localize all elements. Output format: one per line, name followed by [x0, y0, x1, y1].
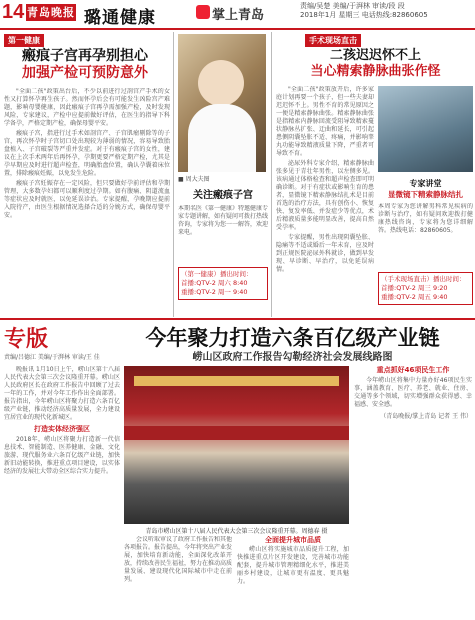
banner-shape [134, 376, 339, 386]
headline-line-1: 瘢痕子宫再孕别担心 [22, 48, 148, 64]
broadcast-label: （手术现场直击）播出时间： [381, 275, 466, 283]
paragraph: "全面二孩"政策出台后，不少以前进行过剖宫产手术的女性又打算怀孕再生孩子。然而怀孕后会有可能发生凶险宫产难题，影响母婴健康，因此瘢痕子宫再孕需加强产检，及时发现风险，专家建议，产检中应提前做好评估，在医生的指导下科学备孕，严格定期产检，确保母婴平安。 [4, 88, 170, 127]
subheading: 打造实体经济强区 [34, 425, 90, 433]
paragraph: 瘢痕子宫，指进行过手术如剖宫产、子宫肌瘤剔除等的子宫，再次怀孕时子宫切口处出现较为薄弱的情况，容易导致胎盘植入、子宫破裂等严重并发症。对于有瘢痕子宫的女性，建议在上次手术两年后再怀孕，孕期更要严格定期产检，尤其是孕早期应及时进行超声检查，明确胎盘位置，确认孕囊着床位置，排除瘢痕妊娠，以免发生危险。 [4, 130, 170, 177]
paragraph: 晚报讯 1月10日上午，崂山区第十八届人民代表大会第三次会议隆重开幕。崂山区人民政府区长在政府工作报告中回顾了过去一年的工作，并对今年工作作出全面部署。报告指出，今年崂山区将聚力打造六条百亿级产业链，推动经济高质量发展，全力建设宜居宜业的现代化新城区。 [4, 366, 120, 421]
face-shape [198, 60, 244, 106]
paragraph: 会议听取审议了政府工作报告和其他各项报告。报告提出，今年将突出产业发展，加快培育新动能，全面深化改革开放，持续改善民生福祉，努力在推动高质量发展、建设现代化国际城市中走在前列。 [124, 536, 232, 583]
article-body [276, 86, 374, 316]
paragraph: "全面二孩"政策放开后，许多家庭计划再要一个孩子，但一些夫妻却迟迟怀不上。男性不育的常见原因之一便是精索静脉曲张。精索静脉曲张是指精索内静脉回流受阻导致精索蔓状静脉丛扩张、迂曲和延长，可引起患侧阴囊坠胀不适、疼痛，并影响睾丸功能导致精液质量下降，严重者可导致不育。 [276, 86, 374, 157]
paragraph: 瘢痕子宫妊娠存在一定风险，但只要做好孕前评估和孕期管理，大多数孕妇都可以顺利度过孕期。如有腹痛、阴道流血等症状应及时就医，以免延误诊治。专家提醒，孕晚期应提前入院待产，由医生根据情况选择合适的分娩方式，确保母婴平安。 [4, 180, 170, 219]
premiere-time: 首播:QTV-2 周六 8:40 [181, 279, 248, 287]
article-body [354, 366, 472, 616]
broadcast-box [178, 267, 268, 300]
special-tag: 专版 [4, 327, 49, 352]
newspaper-logo: 青岛晚报 [27, 6, 75, 19]
meeting-photo [124, 366, 349, 524]
white-coat-shape [188, 104, 256, 172]
qa-box [178, 186, 268, 316]
paragraph: 专家提醒，男性出现阴囊坠胀、隐痛等不适或婚后一年未育，应及时到正规医院泌尿外科就诊，做到早发现、早诊断、早治疗，以免延误病情。 [276, 234, 374, 273]
broadcast-label: （第一健康）播出时间： [181, 270, 253, 278]
editors-line: 责编/吴楚 美编/于湃林 审读/段 段 [300, 2, 405, 10]
page-number: 14 [2, 1, 25, 23]
side-box [378, 178, 473, 305]
article-tag: 第一健康 [4, 34, 44, 47]
article-body [4, 366, 120, 616]
paragraph: 泌尿外科专家介绍，精索静脉曲张多见于青壮年男性，以左侧多见。该病通过体格检查和超声检查即可明确诊断。对于有症状或影响生育的患者，显微镜下精索静脉结扎术是目前首选的治疗方法，具有创伤小、恢复快、复发率低、并发症少等优点，术后精液质量多能明显改善，提高自然受孕率。 [276, 160, 374, 231]
headline-line-1: 二孩迟迟怀不上 [329, 48, 421, 63]
article-headline [0, 48, 170, 82]
surgery-photo [378, 86, 473, 172]
article-headline [276, 48, 475, 80]
doctor-photo [178, 34, 266, 172]
subheading: 重点抓好46项民生工作 [376, 366, 450, 374]
column-rule [173, 32, 174, 317]
rerun-time: 重播:QTV-2 周一 9:40 [181, 288, 248, 296]
paragraph: 今年崂山区将集中力量办好46项民生实事，涵盖教育、医疗、养老、就业、住房、交通等多个领域，切实增强群众获得感、幸福感、安全感。 [354, 377, 472, 408]
article-tag: 手术现场直击 [305, 34, 361, 47]
subheading: 全面提升城市品质 [265, 536, 321, 544]
app-logo-icon [196, 5, 210, 19]
column-rule [271, 32, 272, 317]
premiere-time: 首播:QTV-2 周三 9:20 [381, 284, 448, 292]
article-body [124, 536, 232, 618]
broadcast-box [378, 272, 473, 305]
byline: （青岛晚报/掌上青岛 记者 王 伟） [380, 413, 472, 420]
side-box-title: 专家讲堂 [409, 179, 442, 188]
special-headline: 今年聚力打造六条百亿级产业链 [145, 326, 440, 350]
headline-line-2: 当心精索静脉曲张作怪 [310, 64, 441, 79]
side-box-text: 本周专家为您讲解男科常见疾病的诊断与治疗，如有疑问欢迎拨打健康热线咨询，专家将为您详细解答。热线电话：82860605。 [378, 203, 473, 234]
stage-table-shape [124, 426, 349, 440]
paragraph: 崂山区将实施城市品质提升工程，加快推进重点片区开发建设，完善城市功能配套，提升城市管理精细化水平，推进美丽乡村建设，让城市更有温度、更具魅力。 [237, 546, 349, 585]
article-body [237, 536, 349, 618]
qa-text: 本期名医《第一健康》特邀健康专家专题讲解，如有疑问可拨打热线咨询，专家将为您一一解答，欢迎来电。 [178, 205, 268, 236]
side-box-subtitle: 显微镜下精索静脉结扎 [388, 190, 463, 199]
section-title: 璐通健康 [84, 8, 156, 28]
photo-caption: 青岛市崂山区第十八届人民代表大会第三次会议隆重开幕。周德春 摄 [145, 528, 328, 535]
special-editors: 责编/吕德江 美编/于湃林 审读/王 佳 [4, 354, 100, 361]
app-name: 掌上青岛 [212, 8, 265, 23]
special-subtitle: 崂山区政府工作报告勾勒经济社会发展线路图 [192, 352, 393, 363]
date-line: 2018年1月 星期三 电话热线:82860605 [300, 11, 428, 19]
rerun-time: 重播:QTV-2 周五 9:40 [381, 293, 448, 301]
photo-caption: ■ 周大夫图 [178, 176, 210, 183]
paragraph: 2018年，崂山区将聚力打造新一代信息技术、智能制造、医养健康、金融、文化旅游、现代服务业六条百亿级产业链，加快新旧动能转换，推进重点项目建设，以实体经济的发展壮大带动全区综合实力提升。 [4, 436, 120, 475]
section-divider [0, 318, 475, 320]
article-body [4, 88, 170, 348]
header-editors [300, 2, 475, 20]
headline-line-2: 加强产检可预防意外 [22, 65, 148, 81]
qa-title: 关注瘢痕子宫 [193, 190, 253, 201]
